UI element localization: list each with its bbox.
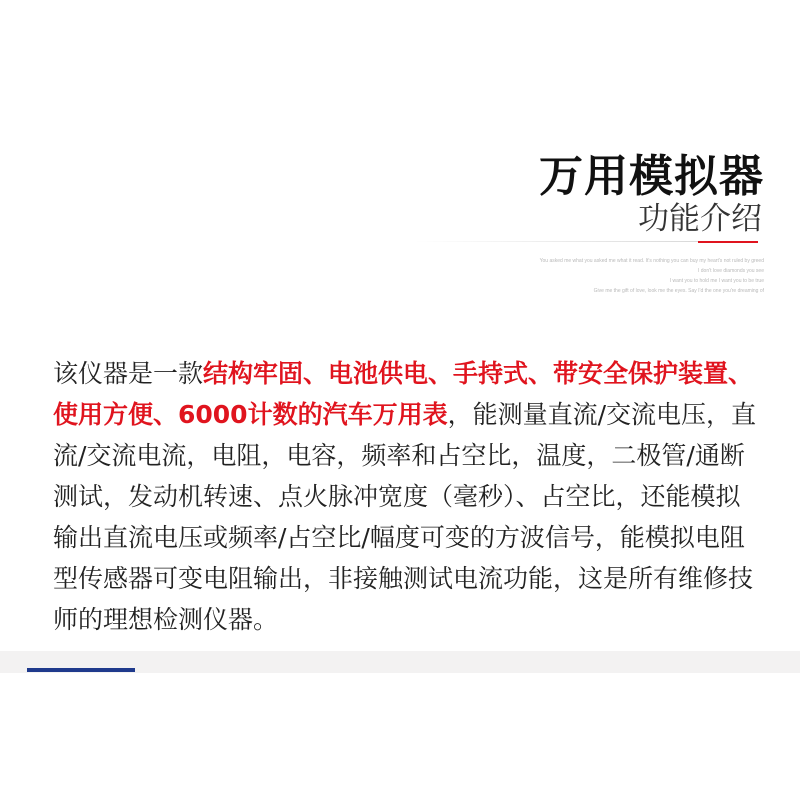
page-subtitle: 功能介绍 xyxy=(638,201,762,237)
title-accent-underline xyxy=(698,241,758,243)
description-rest: ，能测量直流/交流电压，直流/交流电流，电阻，电容，频率和占空比，温度，二极管/通断测试，发动机转速、点火脉冲宽度（毫秒）、占空比，还能模拟输出直流电压或频率/占空比/幅度可变的方波信号，能模拟电阻型传感器可变电阻输出，非接触测试电流功能，这是所有维修技师的理想检测仪器。 xyxy=(53,400,757,634)
footer-band-tab xyxy=(27,668,135,672)
description-highlight: 结构牢固、电池供电、手持式、带安全保护装置、使用方便、6000计数的汽车万用表 xyxy=(53,359,754,429)
deco-line: I don't love diamonds you see xyxy=(698,268,764,274)
decorative-english-text xyxy=(404,256,764,296)
deco-line: I want you to hold me I want you to be true xyxy=(669,278,764,284)
description-intro: 该仪器是一款 xyxy=(53,359,204,388)
deco-line: Give me the gift of love, look me the eyes. Say I'd the one you're dreaming of xyxy=(593,288,764,294)
deco-line: You asked me what you asked me what it read. It's nothing you can buy my heart's not ruled by greed xyxy=(539,258,764,264)
title-divider-line xyxy=(415,241,698,242)
page-title: 万用模拟器 xyxy=(539,151,764,202)
product-description xyxy=(53,353,765,640)
